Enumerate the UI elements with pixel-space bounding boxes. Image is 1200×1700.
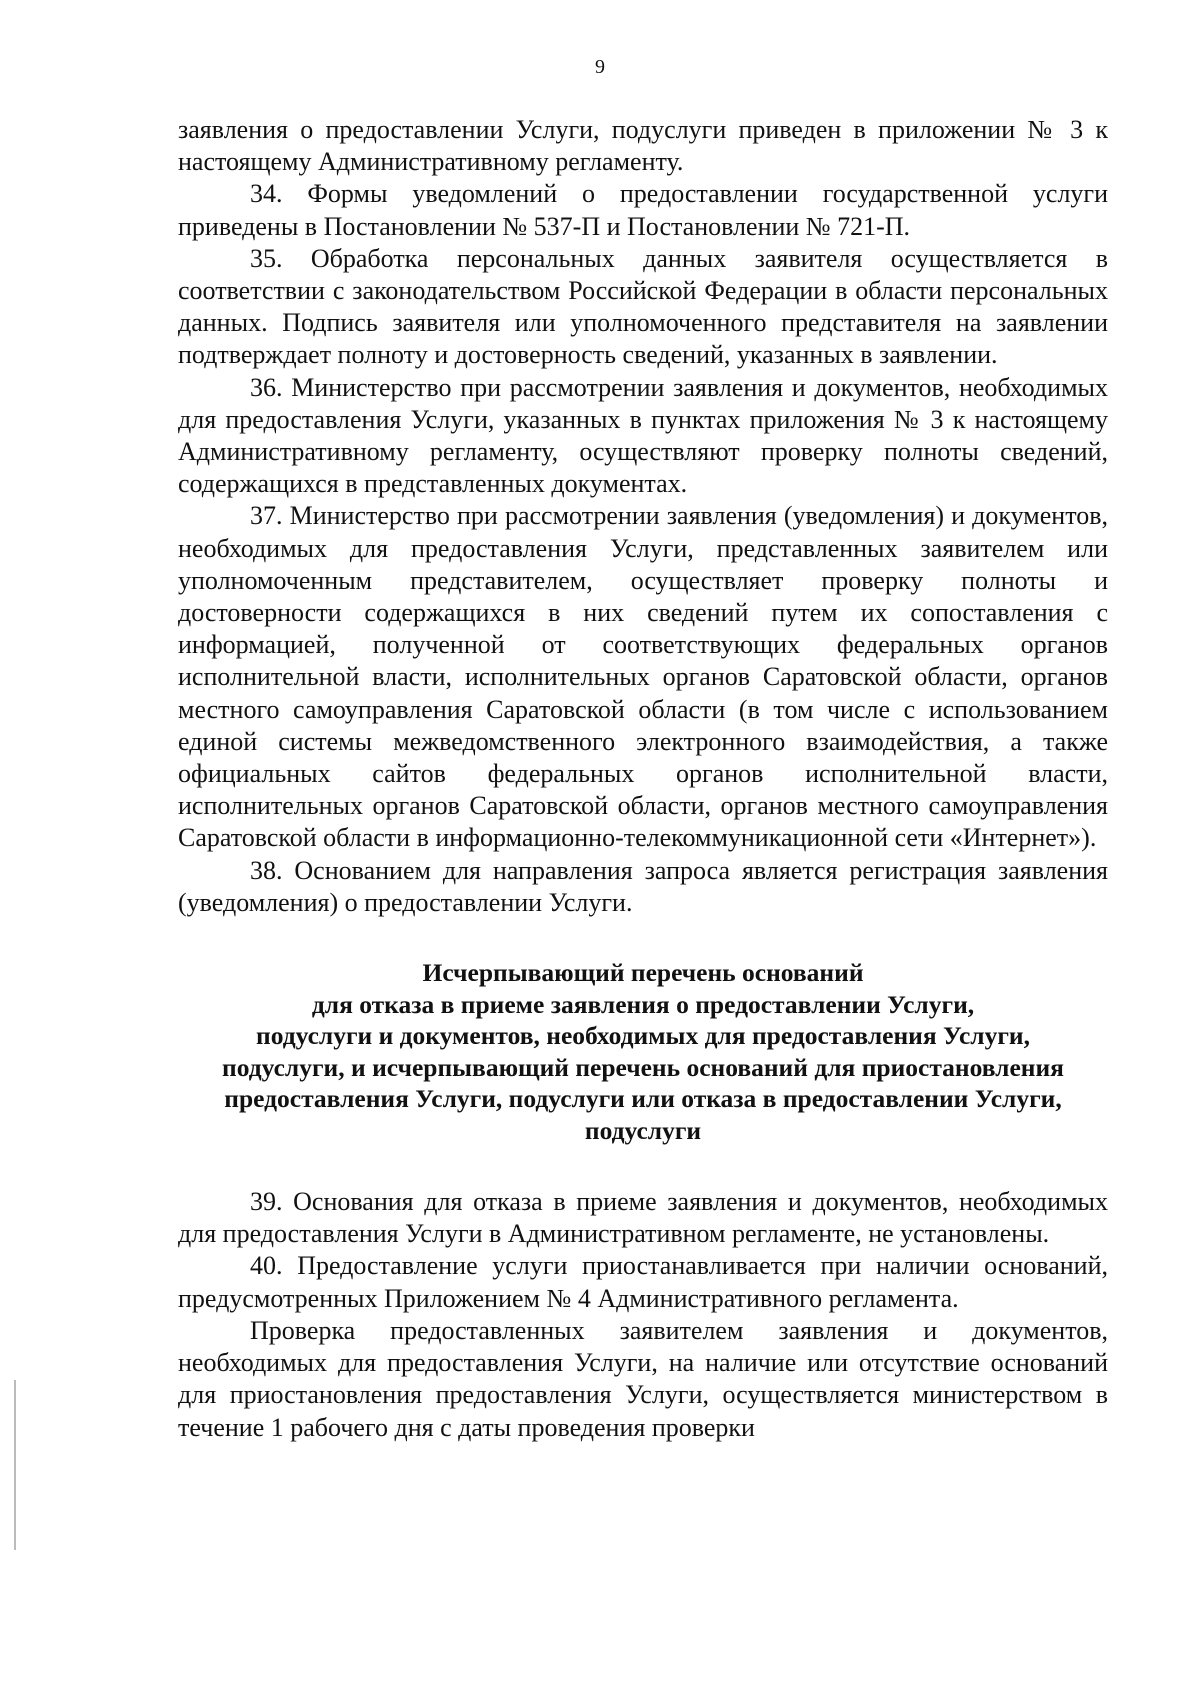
paragraph: 38. Основанием для направления запроса является регистрация заявления (уведомления) о предоставлении Услуги. xyxy=(178,855,1108,917)
heading-line: для отказа в приеме заявления о предоставлении Услуги, xyxy=(311,989,975,1019)
heading-line: подуслуги xyxy=(584,1115,702,1145)
page-number: 9 xyxy=(595,56,605,78)
paragraphs-bottom xyxy=(178,1186,1108,1444)
paragraph: Проверка предоставленных заявителем заявления и документов, необходимых для предоставления Услуги, на наличие или отсутствие оснований для приостановления предоставления Услуги, осуществляется министерством в течение 1 рабочего дня с даты проведения проверки xyxy=(178,1315,1108,1442)
paragraph: 40. Предоставление услуги приостанавливается при наличии оснований, предусмотренных Приложением № 4 Административного регламента. xyxy=(178,1251,1108,1313)
paragraph: 37. Министерство при рассмотрении заявления (уведомления) и документов, необходимых для предоставления Услуги, представленных заявителем или уполномоченным представителем, осуществляет проверку полноты и достоверности содержащихся в них сведений путем их сопоставления с информацией, полученной от соответствующих федеральных органов исполнительной власти, исполнительных органов Саратовской области, органов местного самоуправления Саратовской области (в том числе с использованием единой системы межведомственного электронного взаимодействия, а также официальных сайтов федеральных органов исполнительной власти, исполнительных органов Саратовской области, органов местного самоуправления Саратовской области в информационно-телекоммуникационной сети «Интернет»). xyxy=(178,501,1108,853)
scan-edge-mark xyxy=(14,1380,16,1550)
paragraph: 36. Министерство при рассмотрении заявления и документов, необходимых для предоставления Услуги, указанных в пунктах приложения № 3 к настоящему Административному регламенту, осуществляют проверку полноты сведений, содержащихся в представленных документах. xyxy=(178,372,1108,499)
heading-line: подуслуги и документов, необходимых для предоставления Услуги, xyxy=(256,1021,1030,1051)
heading-line: предоставления Услуги, подуслуги или отказа в предоставлении Услуги, xyxy=(224,1084,1062,1114)
paragraph: 34. Формы уведомлений о предоставлении государственной услуги приведены в Постановлении № 537-П и Постановлении № 721-П. xyxy=(178,179,1108,241)
document-body xyxy=(178,114,1108,1444)
paragraphs-top xyxy=(178,114,1108,919)
section-heading xyxy=(178,957,1108,1146)
heading-line: Исчерпывающий перечень оснований xyxy=(422,958,864,988)
heading-line: подуслуги, и исчерпывающий перечень оснований для приостановления xyxy=(222,1052,1064,1082)
paragraph: заявления о предоставлении Услуги, подуслуги приведен в приложении № 3 к настоящему Административному регламенту. xyxy=(178,115,1108,177)
paragraph: 35. Обработка персональных данных заявителя осуществляется в соответствии с законодательством Российской Федерации в области персональных данных. Подпись заявителя или уполномоченного представителя на заявлении подтверждает полноту и достоверность сведений, указанных в заявлении. xyxy=(178,243,1108,370)
paragraph: 39. Основания для отказа в приеме заявления и документов, необходимых для предоставления Услуги в Административном регламенте, не установлены. xyxy=(178,1187,1108,1249)
